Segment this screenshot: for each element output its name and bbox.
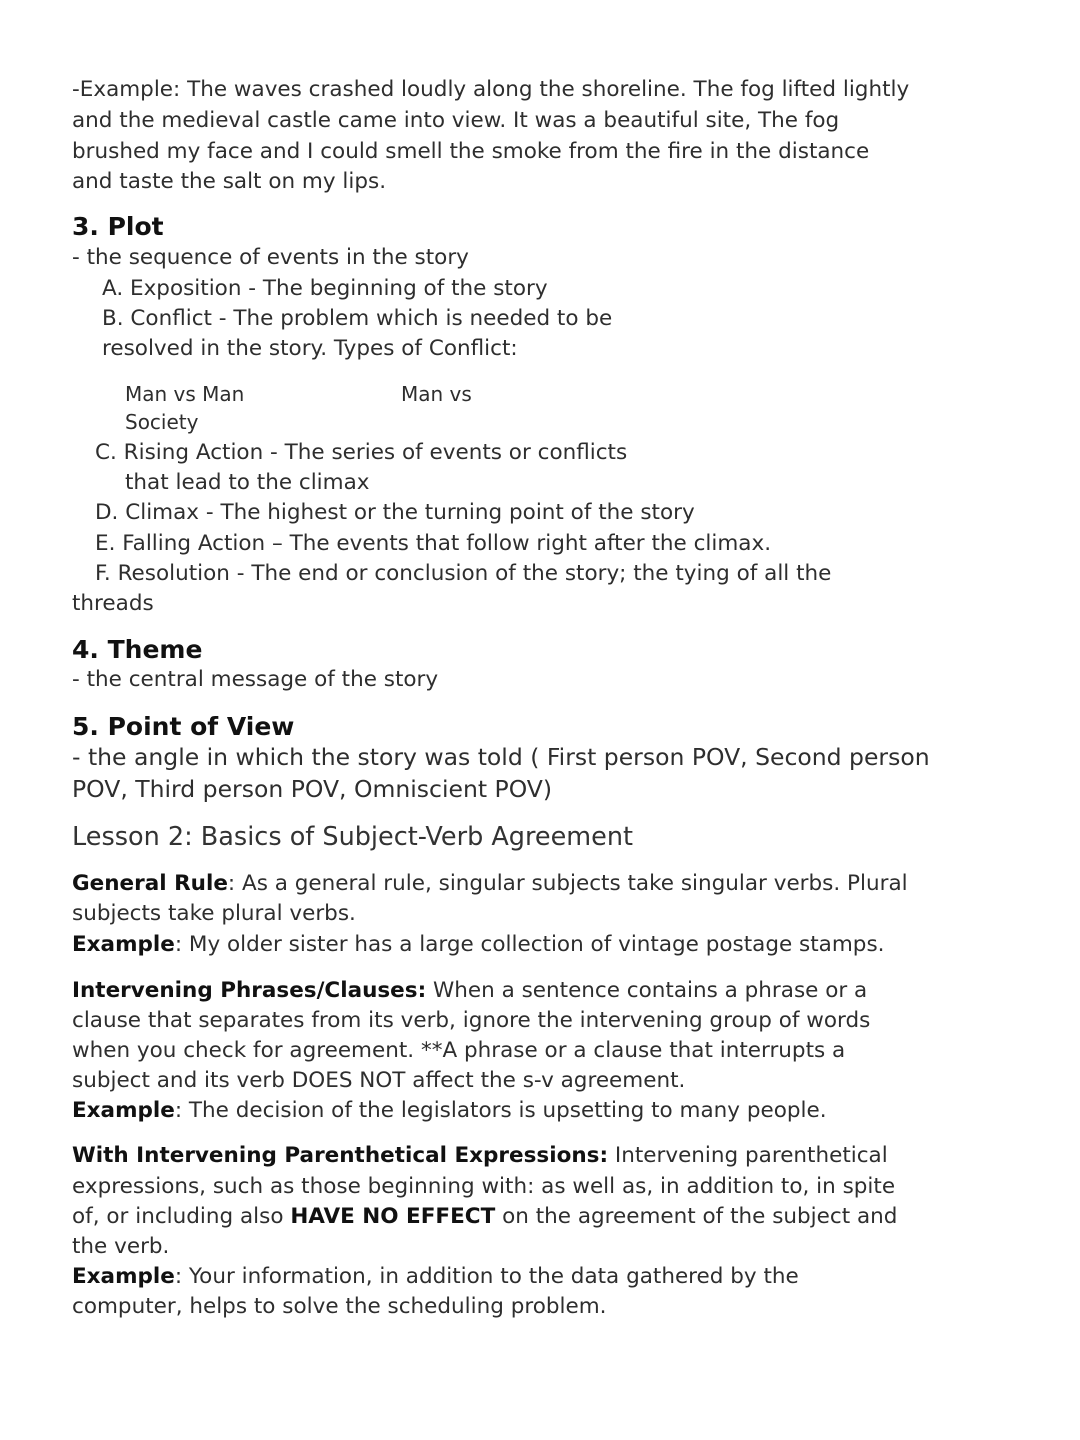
parenthetical-example bbox=[72, 1262, 799, 1292]
conflict-type: Man vs bbox=[401, 382, 472, 406]
intervening-line: when you check for agreement. **A phrase or a clause that interrupts a bbox=[72, 1038, 846, 1063]
example-line: and the medieval castle came into view. It was a beautiful site, The fog bbox=[72, 108, 840, 133]
general-rule bbox=[72, 869, 908, 899]
conflict-type: Society bbox=[125, 410, 199, 434]
parenthetical-line: the verb. bbox=[72, 1234, 170, 1259]
example-line: brushed my face and I could smell the smoke from the fire in the distance bbox=[72, 139, 870, 164]
plot-definition: - the sequence of events in the story bbox=[72, 245, 469, 270]
parenthetical-text: Intervening parenthetical bbox=[608, 1143, 888, 1168]
general-rule-cont: subjects take plural verbs. bbox=[72, 901, 356, 926]
intervening-rule bbox=[72, 976, 867, 1006]
parenthetical-rule bbox=[72, 1141, 888, 1171]
plot-resolution-cont: threads bbox=[72, 591, 154, 616]
lesson-title: Lesson 2: Basics of Subject-Verb Agreement bbox=[72, 822, 633, 852]
example-label: Example bbox=[72, 1098, 175, 1123]
parenthetical-label: With Intervening Parenthetical Expressions: bbox=[72, 1143, 609, 1168]
example-label: Example bbox=[72, 1264, 175, 1289]
conflict-type: Man vs Man bbox=[125, 382, 245, 406]
general-rule-text: : As a general rule, singular subjects take singular verbs. Plural bbox=[227, 871, 908, 896]
example-text: : Your information, in addition to the data gathered by the bbox=[174, 1264, 799, 1289]
plot-conflict-cont: resolved in the story. Types of Conflict: bbox=[102, 336, 518, 361]
example-label: Example bbox=[72, 932, 175, 957]
plot-exposition: A. Exposition - The beginning of the story bbox=[102, 276, 548, 301]
plot-heading: 3. Plot bbox=[72, 212, 164, 241]
pov-line: - the angle in which the story was told ( First person POV, Second person bbox=[72, 743, 930, 771]
intervening-line: clause that separates from its verb, ignore the intervening group of words bbox=[72, 1008, 871, 1033]
plot-rising-action-cont: that lead to the climax bbox=[125, 470, 370, 495]
parenthetical-text: on the agreement of the subject and bbox=[495, 1204, 898, 1229]
plot-climax: D. Climax - The highest or the turning point of the story bbox=[95, 500, 695, 525]
intervening-example bbox=[72, 1096, 827, 1126]
parenthetical-text: of, or including also bbox=[72, 1204, 291, 1229]
example-line: -Example: The waves crashed loudly along the shoreline. The fog lifted lightly bbox=[72, 77, 910, 102]
example-line: and taste the salt on my lips. bbox=[72, 169, 387, 194]
theme-heading: 4. Theme bbox=[72, 635, 203, 664]
pov-heading: 5. Point of View bbox=[72, 712, 295, 741]
emphasis: HAVE NO EFFECT bbox=[290, 1204, 496, 1229]
parenthetical-example-cont: computer, helps to solve the scheduling problem. bbox=[72, 1294, 607, 1319]
intervening-text: When a sentence contains a phrase or a bbox=[426, 978, 868, 1003]
parenthetical-line bbox=[72, 1202, 897, 1232]
intervening-label: Intervening Phrases/Clauses: bbox=[72, 978, 427, 1003]
plot-rising-action: C. Rising Action - The series of events or conflicts bbox=[95, 440, 628, 465]
plot-conflict: B. Conflict - The problem which is needed to be bbox=[102, 306, 613, 331]
theme-definition: - the central message of the story bbox=[72, 667, 439, 692]
intervening-line: subject and its verb DOES NOT affect the s-v agreement. bbox=[72, 1068, 686, 1093]
pov-line: POV, Third person POV, Omniscient POV) bbox=[72, 775, 553, 803]
example-text: : The decision of the legislators is upsetting to many people. bbox=[174, 1098, 827, 1123]
plot-falling-action: E. Falling Action – The events that follow right after the climax. bbox=[95, 531, 772, 556]
general-rule-label: General Rule bbox=[72, 871, 228, 896]
parenthetical-line: expressions, such as those beginning with: as well as, in addition to, in spite bbox=[72, 1174, 896, 1199]
plot-resolution: F. Resolution - The end or conclusion of the story; the tying of all the bbox=[95, 561, 832, 586]
general-example bbox=[72, 930, 884, 960]
example-text: : My older sister has a large collection of vintage postage stamps. bbox=[174, 932, 885, 957]
